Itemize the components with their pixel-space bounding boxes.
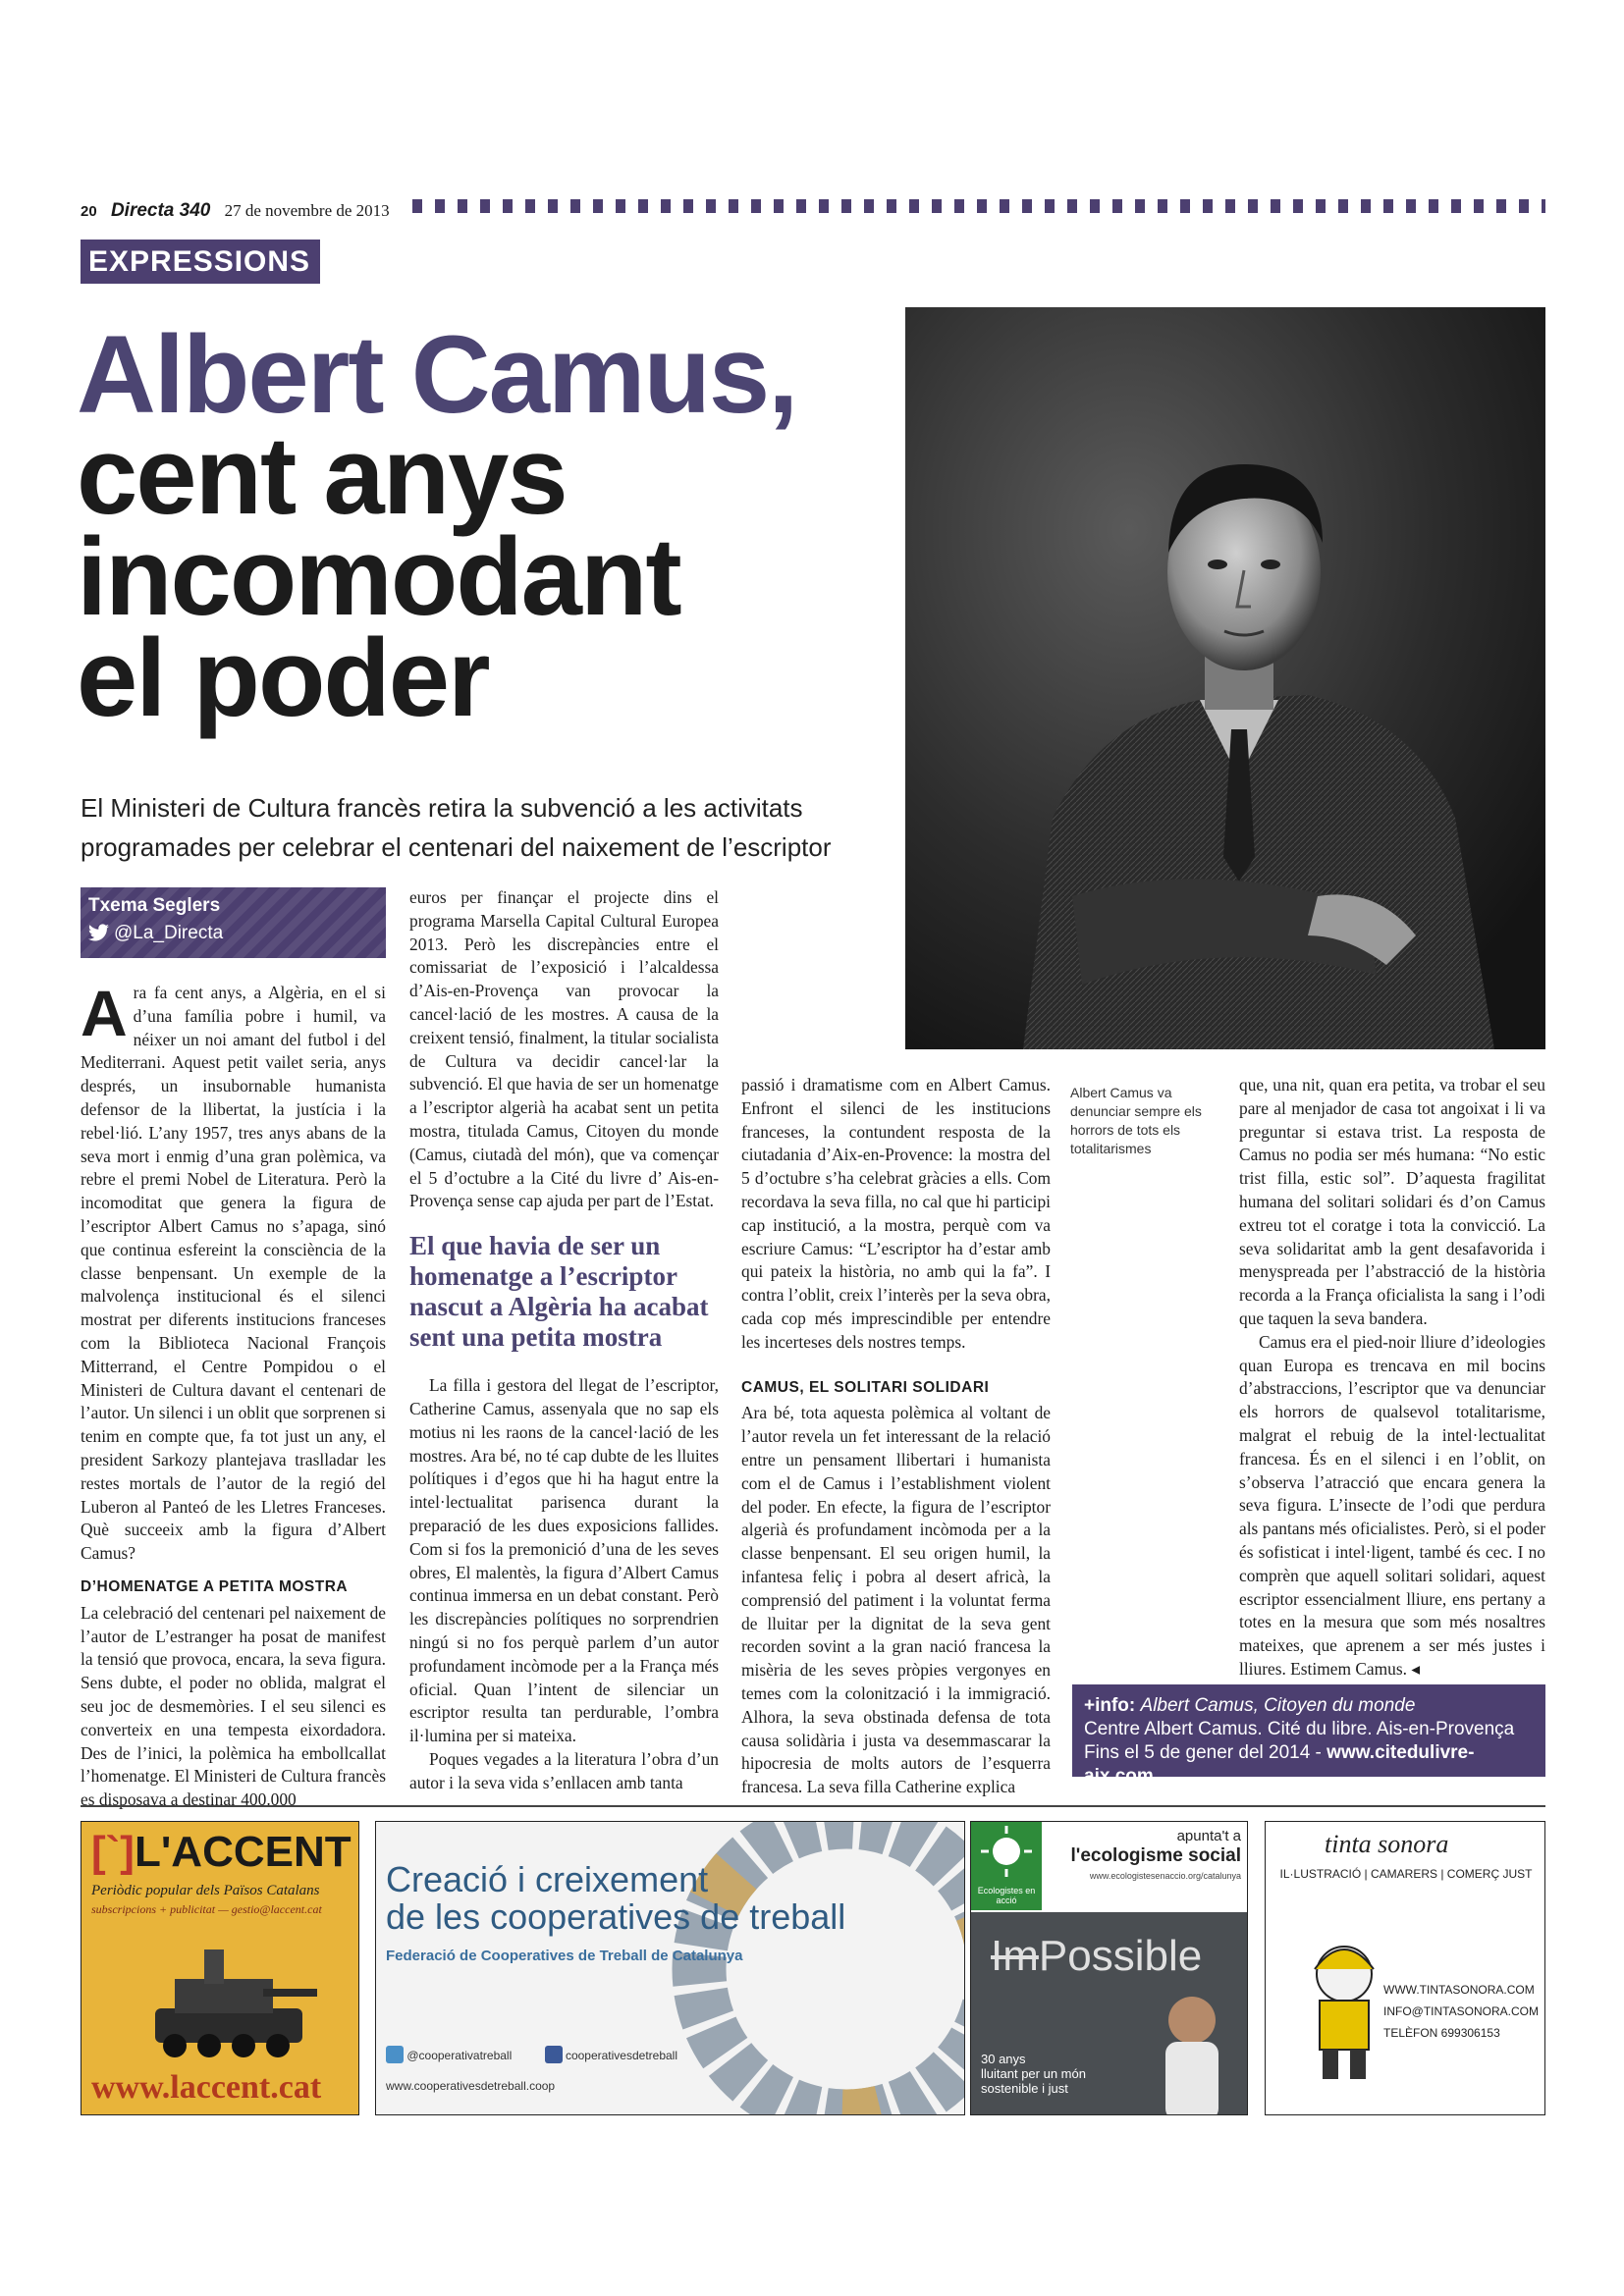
subheading-homenatge: D’HOMENATGE A PETITA MOSTRA [81, 1577, 349, 1595]
paragraph-text: ra fa cent anys, a Algèria, en el si d’una família pobre i humil, va néixer un noi amant del futbol i del Mediterrani. Aquest petit vailet seria, anys després, un insubornable humanista defensor de la llibertat, la justícia i la rebel·lió. L’any 1957, tres anys abans de la seva mort i enmig d’una gran polèmica, va rebre el premi Nobel de Literatura. Però la incomoditat que genera la figura de l’escriptor Albert Camus no s’apaga, sinó que continua esfereint la consciència de la classe benpensant. Un exemple de la malvolença institucional és el silenci mostrat per diferents institucions franceses com la Biblioteca Nacional François Mitterrand, el Centre Pompidou o el Ministeri de Cultura davant el centenari de l’autor. Un silenci i un oblit que sorprenen si tenim en compte que, fa tot just un any, el president Sarkozy plantejava traslladar les restes mortals de l’autor de la regió del Luberon al Panteó de les Lletres Franceses. Què succeeix amb la figura d’Albert Camus? [81, 983, 386, 1564]
author-name: Txema Seglers [88, 895, 221, 916]
pull-quote: El que havia de ser un homenatge a l’escriptor nascut a Algèria ha acabat sent una petita mostra [409, 1231, 709, 1353]
laccent-tagline: Periòdic popular dels Països Catalans [91, 1883, 320, 1898]
tinta-services: IL·LUSTRACIÓ | CAMARERS | COMERÇ JUST [1279, 1867, 1533, 1881]
eco-tag-3: sostenible i just [981, 2081, 1068, 2096]
article-column-4 [1239, 1074, 1545, 1682]
article-paragraph: passió i dramatisme com en Albert Camus. Enfront el silenci de les institucions franceses, la contundent resposta de la ciutadania d’Aix-en-Provence: la mostra del 5 d’octubre s’ha celebrat gràcies a ells. Com recordava la seva filla, no cal que hi participi cap institució, a la mostra, perquè com va escriure Camus: “L’escriptor ha d’estar amb qui pateix la història, no amb qui la fa”. I contra l’oblit, creix l’interès per la seva obra, cada cop més imprescindible per entendre les incerteses dels nostres temps. [741, 1075, 1051, 1352]
eco-org: Ecologistes en acció [977, 1886, 1036, 1905]
section-label: EXPRESSIONS [81, 240, 320, 284]
headline-line-2: cent anys [77, 414, 567, 537]
info-title: Albert Camus, Citoyen du monde [1140, 1695, 1416, 1716]
article-paragraph: euros per finançar el projecte dins el programa Marsella Capital Cultural Europea 2013. Però les discrepàncies entre el comissariat de l’exposició i l’alcaldessa d’Ais-en-Provença van provocar la cancel·lació de les mostres. A causa de la creixent tensió, finalment, la titular socialista de Cultura va decidir cancel·lar la subvenció. El que havia de ser un homenatge a l’escriptor algerià ha acabat sent un petita mostra, titulada Camus, Citoyen du monde (Camus, ciutadà del món), que va començar el 5 d’octubre a la Cité du livre d’ Ais-en-Provença sense cap ajuda per part de l’Estat. [409, 887, 719, 1211]
headline-line-1: Albert Camus, [77, 313, 797, 436]
coop-facebook: cooperativesdetreball [565, 2049, 678, 2062]
article-paragraph: Poques vegades a la literatura l’obra d’un autor i la seva vida s’enllacen amb tanta [409, 1748, 719, 1792]
article-column-1 [81, 977, 387, 1812]
eco-tag-1: 30 anys [981, 2052, 1026, 2066]
ad-cooperatives[interactable] [375, 1821, 965, 2115]
byline-box [81, 887, 386, 958]
page-header [81, 200, 390, 222]
tinta-logo: tinta sonora [1325, 1830, 1449, 1858]
eco-link: www.ecologistesenaccio.org/catalunya [1089, 1871, 1241, 1881]
twitter-bird-icon [88, 924, 110, 947]
headline [77, 313, 901, 739]
ads-divider [81, 1805, 1545, 1807]
drop-cap: A [81, 977, 128, 1049]
info-venue: Centre Albert Camus. Cité du libre. Ais-en-Provença [1084, 1719, 1515, 1739]
author-portrait-photo [905, 307, 1545, 1049]
article-paragraph: Ara bé, tota aquesta polèmica al voltant de l’autor revela un fet interessant de la relació entre un pensament llibertari i humanista com el de Camus i l’establishment violent del poder. En efecte, la figura de l’escriptor algerià és profundament incòmoda per a la classe benpensant. El seu origen humil, la infantesa feliç i pobra al desert africà, la comprensió del patiment i la voluntat ferma de lluitar per la dignitat de la seva gent recorden sovint a la gran nació francesa la misèria de les seves pròpies vergonyes en temes com la colonització i la immigració. Alhora, la seva obstinada defensa de tota causa solidària i justa va desemmascarar la hipocresia de molts autors de l’esquerra francesa. La seva filla Catherine explica [741, 1403, 1051, 1797]
header-dotted-rule [412, 199, 1545, 213]
sun-icon [971, 1822, 1042, 1881]
eco-heading-1: apunta't a [1176, 1828, 1241, 1844]
coop-twitter: @cooperativatreball [406, 2049, 513, 2062]
eco-heading-2: l'ecologisme social [1070, 1845, 1241, 1866]
info-dates: Fins el 5 de gener del 2014 - [1084, 1742, 1327, 1763]
subheading-solitari: CAMUS, EL SOLITARI SOLIDARI [741, 1378, 990, 1396]
coop-title-1: Creació i creixement [386, 1859, 709, 1899]
article-column-2 [409, 886, 719, 1795]
byline-twitter[interactable] [88, 923, 223, 947]
article-column-3 [741, 1074, 1051, 1799]
publication-name: Directa 340 [110, 200, 211, 221]
eco-tag-2: lluitant per un món [981, 2066, 1086, 2081]
headline-line-3: incomodant [77, 515, 680, 638]
article-paragraph: La celebració del centenari pel naixement de l’autor de L’estranger ha posat de manifest la tensió que provoca, encara, la seva figura. Sens dubte, el poder no oblida, malgrat el seu joc de desmemòries. I el seu silenci es converteix en una tempesta eixordadora. Des de l’inici, la polèmica ha embollcallat l’homenatge. El Ministeri de Cultura francès es disposava a destinar 400.000 [81, 1602, 387, 1810]
headline-line-4: el poder [77, 616, 489, 739]
chalkboard-photo [971, 1912, 1248, 2115]
coop-url: www.cooperativesdetreball.coop [386, 2079, 556, 2093]
deck-subtitle: El Ministeri de Cultura francès retira la subvenció a les activitats programades per celebrar el centenari del naixement de l’escriptor [81, 793, 832, 862]
twitter-handle: @La_Directa [114, 923, 224, 943]
laccent-brand: L'ACCENT [134, 1828, 352, 1876]
eco-big-word: ImPossible [991, 1932, 1203, 1980]
girl-figure-icon [1138, 1981, 1246, 2115]
article-paragraph: Camus era el pied-noir lliure d’ideologies quan Europa es trencava en mil bocins d’abstraccions, l’escriptor que va denunciar els horrors de qualsevol totalitarisme, malgrat el rebuig de la intel·lectualitat francesa. És en el silenci i en l’oblit, on s’observa l’atracció que encara genera la seva figura. L’insecte de l’odi que perdura als pantans més oficialistes. Però, si el poder és sofisticat i intel·ligent, també és cec. I no comprèn que aquell solitari solidari, aquest escriptor essencialment lliure, ens pertany a totes en la mesura que som més nosaltres mateixes, que aprenem a ser més justes i lliures. Estimem Camus. ◂ [1239, 1331, 1545, 1679]
page-number: 20 [81, 203, 97, 220]
article-paragraph: La filla i gestora del llegat de l’escriptor, Catherine Camus, assenyala que no sap els motius ni les raons de la cancel·lació de les mostres. Ara bé, no té cap dubte de les lluites polítiques i d’egos que hi ha hagut entre la intel·lectualitat parisenca durant la preparació de les dues exposicions fallides. Com si fos la premonició d’una de les seves obres, El malentès, la figura d’Albert Camus continua immersa en un debat constant. Però les discrepàncies polítiques no sorprendrien ningú si no fos perquè parlem d’un autor profundament incòmode per a la França més oficial. Quan l’intent de silenciar un escriptor resulta tan perdurable, l’ombra il·lumina per si mateixa. [409, 1375, 719, 1746]
tank-illustration-icon [135, 1930, 322, 2067]
ecologistes-logo [971, 1822, 1042, 1910]
article-paragraph: que, una nit, quan era petita, va trobar el seu pare al menjador de casa tot angoixat i li va preguntar si estava trist. La resposta de Camus no podia ser més humana: “No estic trist filla, estic sol”. D’aquesta fragilitat humana del solitari solidari és d’on Camus extreu tot el coratge i tota la convicció. La seva solidaritat amb la gent desafavorida i menyspreada per l’abstracció de la història recorda a la França oficialista la sang i l’odi que taquen la seva bandera. [1239, 1075, 1545, 1328]
laccent-url: www.laccent.cat [91, 2069, 322, 2106]
ad-ecologistes[interactable] [970, 1821, 1248, 2115]
coop-title-2: de les cooperatives de treball [386, 1896, 846, 1937]
info-box [1072, 1684, 1545, 1787]
facebook-icon [545, 2046, 563, 2063]
tinta-web: WWW.TINTASONORA.COM [1383, 1983, 1535, 1997]
info-label: +info: [1084, 1695, 1136, 1716]
ad-tinta-sonora[interactable] [1265, 1821, 1545, 2115]
photo-caption: Albert Camus va denunciar sempre els horrors de tots els totalitarismes [1070, 1085, 1202, 1156]
twitter-icon [386, 2046, 404, 2063]
ad-laccent[interactable] [81, 1821, 359, 2115]
article-paragraph [81, 977, 386, 1566]
laccent-logo [91, 1828, 352, 1877]
tinta-email: INFO@TINTASONORA.COM [1383, 2004, 1539, 2018]
issue-date: 27 de novembre de 2013 [224, 201, 390, 220]
info-url-link[interactable]: www.citedulivre-aix.com [1084, 1742, 1475, 1787]
laccent-subscriptions: subscripcions + publicitat — gestio@laccent.cat [91, 1902, 322, 1916]
bracket-icon: [`] [91, 1828, 135, 1876]
tinta-phone: TELÈFON 699306153 [1383, 2026, 1500, 2040]
coop-subtitle: Federació de Cooperatives de Treball de Catalunya [386, 1948, 743, 1964]
